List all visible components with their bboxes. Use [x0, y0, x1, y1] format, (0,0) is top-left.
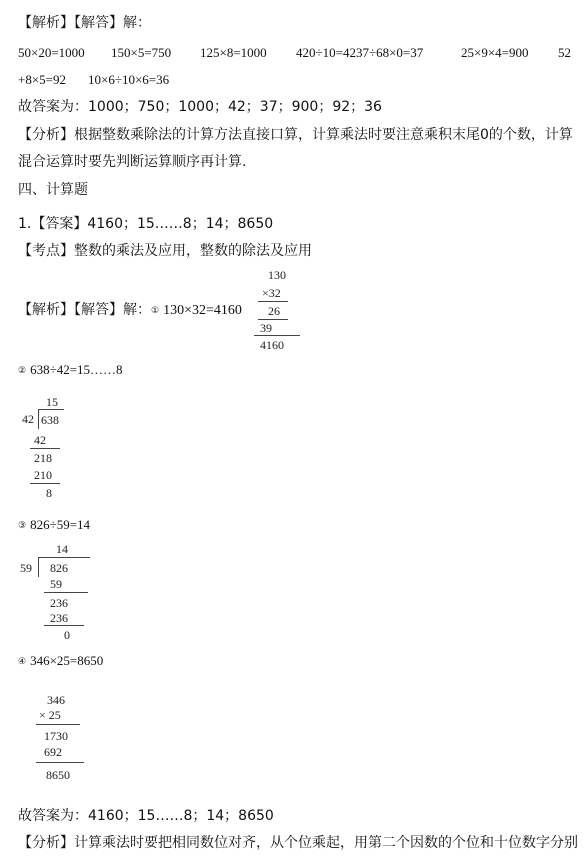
work-number: 218	[34, 451, 52, 465]
dividend: 638	[41, 413, 59, 427]
equation: 125×8=1000	[200, 45, 267, 60]
work-number: 346	[47, 693, 65, 707]
divider-line	[44, 625, 84, 626]
divider-line	[36, 762, 84, 763]
equation: 150×5=750	[111, 45, 172, 60]
work-number: 8650	[46, 768, 70, 782]
equation: 10×6÷10×6=36	[88, 72, 170, 87]
answer-line: 1.【答案】4160；15……8；14；8650	[18, 216, 274, 232]
quotient: 14	[56, 542, 68, 556]
circled-number-1: ①	[151, 306, 160, 316]
analysis-line: 【分析】根据整数乘除法的计算方法直接口算，计算乘法时要注意乘积末尾0的个数，计算	[18, 127, 573, 143]
work-number: 59	[50, 577, 62, 591]
circled-number-2: ②	[18, 366, 27, 376]
circled-number-3: ③	[18, 521, 27, 531]
equation: 25×9×4=900	[461, 45, 529, 60]
equation: 52	[558, 45, 571, 60]
work-number: 4160	[260, 338, 284, 352]
dividend: 826	[50, 561, 68, 575]
equation: 130×32=4160	[163, 303, 242, 318]
equation: 346×25=8650	[30, 653, 104, 668]
jiexi-label: 【解析】【解答】解：	[18, 302, 151, 318]
remainder: 8	[46, 486, 52, 500]
equation: 638÷42=15……8	[30, 362, 123, 377]
equation-line	[18, 516, 90, 535]
division-bracket	[38, 409, 39, 429]
work-number: 26	[268, 304, 280, 318]
work-number: 692	[44, 745, 62, 759]
quotient: 15	[46, 395, 58, 409]
work-number: 39	[260, 321, 272, 335]
work-number: 210	[34, 468, 52, 482]
equation-line	[18, 652, 103, 671]
divisor: 59	[20, 561, 32, 575]
final-answer-line: 故答案为：4160；15……8；14；8650	[18, 808, 274, 824]
divider-line	[254, 335, 300, 336]
kaodian-line: 【考点】整数的乘法及应用，整数的除法及应用	[18, 243, 312, 259]
work-number: × 25	[39, 708, 61, 722]
analysis-line: 【分析】计算乘法时要把相同数位对齐，从个位乘起，用第二个因数的个位和十位数字分别	[18, 835, 578, 851]
equation: +8×5=92	[18, 72, 66, 87]
divider-line	[30, 483, 60, 484]
work-number: ×32	[262, 286, 281, 300]
answer-line: 故答案为：1000；750；1000；42；37；900；92；36	[18, 99, 382, 115]
section-title: 四、计算题	[18, 182, 88, 198]
work-number: 1730	[44, 729, 68, 743]
division-bracket	[38, 557, 39, 577]
analysis-line: 混合运算时要先判断运算顺序再计算.	[18, 154, 247, 170]
work-number: 236	[50, 596, 68, 610]
equation: 420÷10=4237÷68×0=37	[296, 45, 424, 60]
divider-line	[36, 724, 80, 725]
work-number: 42	[34, 433, 46, 447]
divisor: 42	[22, 412, 34, 426]
division-bar	[38, 557, 90, 558]
work-number: 236	[50, 611, 68, 625]
circled-number-4: ④	[18, 657, 27, 667]
work-number: 130	[268, 268, 286, 282]
divider-line	[44, 592, 88, 593]
remainder: 0	[64, 628, 70, 642]
equation: 826÷59=14	[30, 517, 91, 532]
division-bar	[38, 409, 64, 410]
jiexi-header-1: 【解析】【解答】解：	[18, 15, 151, 31]
divider-line	[258, 319, 288, 320]
equation-line	[18, 361, 123, 380]
jiexi-header-2	[18, 301, 242, 320]
divider-line	[258, 301, 288, 302]
equation: 50×20=1000	[18, 45, 85, 60]
divider-line	[30, 448, 60, 449]
